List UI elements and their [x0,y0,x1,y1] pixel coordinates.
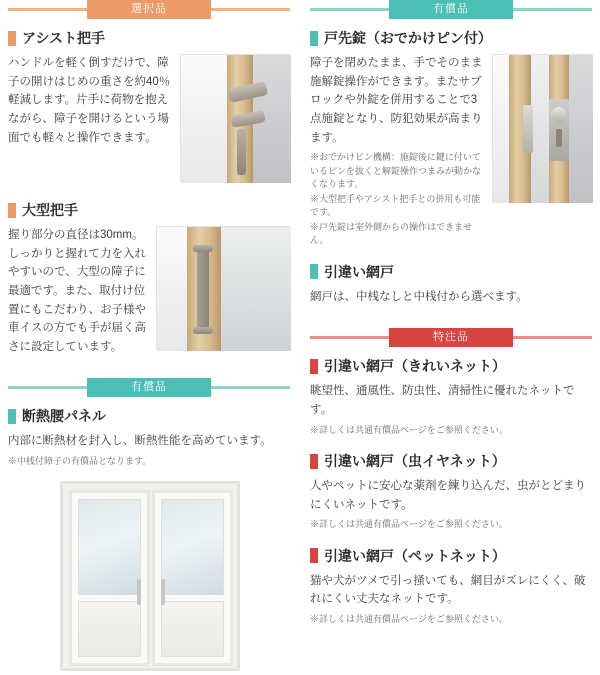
item-title-row [8,406,290,426]
door-panel [493,55,509,203]
item-title: 引違い網戸 [324,263,394,280]
insulation-panel-photo [40,477,259,675]
gap-panel [531,55,549,203]
item-screen-pet-net [310,546,592,627]
strike-plate [523,105,533,153]
door-panel [157,227,187,351]
handle-bottom-mount [193,327,213,334]
item-title: 戸先錠（おでかけピン付） [324,30,492,46]
square-marker-icon [8,409,16,424]
ribbon-label: 選択品 [87,0,211,19]
item-title-row [310,451,592,471]
photo-frame [156,226,290,350]
section-header-custom-order [310,328,592,347]
lock-thumbturn [551,107,567,123]
photo-frame [180,54,290,182]
door-edge-lock-photo [492,54,592,202]
item-note: ※戸先錠は室外側からの操作はできません。 [310,221,473,246]
item-body: 眺望性、通風性、防虫性、清掃性に優れたネットです。 [310,385,575,416]
item-body: 内部に断熱材を封入し、断熱性能を高めています。 [8,435,272,448]
right-column [300,0,600,624]
item-screen-kirei-net [310,356,592,437]
adjacent-panel [569,55,593,203]
item-title: 引違い網戸（虫イヤネット） [324,453,506,469]
item-title-row [8,28,290,48]
item-note: ※大型把手やアシスト把手との併用も可能です。 [310,193,481,218]
item-insulation-panel [8,406,290,674]
large-handle-photo [156,226,290,350]
item-body: 人やペットに安心な薬剤を練り込んだ、虫がとどまりにくいネットです。 [310,480,586,511]
item-screen-mushiiya-net [310,451,592,532]
large-handle-grip [197,247,209,333]
item-title-row [310,262,592,282]
ribbon-label: 有償品 [389,0,513,19]
item-title-row [8,200,290,220]
handle-grip [237,129,246,175]
item-door-edge-lock [310,28,592,248]
item-assist-handle [8,28,290,182]
square-marker-icon [8,31,16,46]
item-content [8,226,290,356]
section-header-selective [8,0,290,19]
section-header-paid-left [8,378,290,397]
item-text [8,54,172,147]
item-title: 大型把手 [22,202,78,218]
square-marker-icon [310,548,318,563]
left-column [0,0,300,600]
photo-frame [492,54,592,202]
item-note: ※詳しくは共通有償品ページをご参照ください。 [310,519,508,530]
square-marker-icon [310,264,318,279]
item-content [8,54,290,182]
square-marker-icon [310,359,318,374]
item-title: 引違い網戸（ペットネット） [324,547,506,564]
door-leaf-left [69,490,150,666]
handle-top-mount [193,245,213,252]
square-marker-icon [8,203,16,218]
item-body: 障子を閉めたまま、手でそのまま施解錠操作ができます。またサブロックや外錠を併用することで3点施錠となり、防犯効果が高まります。 [310,57,483,144]
item-title-row [310,356,592,376]
section-header-paid-right [310,0,592,19]
item-note: ※中桟付障子の有償品となります。 [8,456,152,466]
glass-pane [78,499,141,595]
insulated-lower-panel [78,601,141,657]
item-note: ※詳しくは共通有償品ページをご参照ください。 [310,424,508,435]
item-body: ハンドルを軽く倒すだけで、障子の開けはじめの重さを約40％軽減します。片手に荷物を抱えながら、障子を開けるという場面でも軽々と操作できます。 [8,57,171,144]
item-sliding-screen-door [310,262,592,307]
item-body: 猫や犬がツメで引っ掻いても、網目がズレにくく、破れにくい丈夫なネットです。 [310,574,586,606]
insulated-lower-panel [161,601,224,657]
item-title: 引違い網戸（きれいネット） [324,358,506,375]
item-text [310,54,484,248]
square-marker-icon [310,454,318,469]
item-content [310,54,592,248]
item-title-row [310,546,592,566]
item-body: 握り部分の直径は30mm。しっかりと握れて力を入れやすいので、大型の障子に最適です。また、取付け位置にもこだわり、お子様や車イスの方でも手が届く高さに設定しています。 [8,229,146,353]
assist-handle-photo [180,54,290,182]
leaf-handle [161,579,165,605]
door-frame [60,481,240,671]
door-panel [181,55,227,183]
glass-pane [161,499,224,595]
ribbon-label: 有償品 [87,378,211,397]
item-title-row [310,28,592,48]
item-title: アシスト把手 [22,30,106,46]
item-text [8,226,148,356]
square-marker-icon [310,31,318,46]
item-note: ※詳しくは共通有償品ページをご参照ください。 [310,614,508,624]
door-leaf-right [152,490,233,666]
odekake-pin-icon [556,129,562,147]
item-body: 網戸は、中桟なしと中桟付から選べます。 [310,290,528,303]
ribbon-label: 特注品 [389,328,513,347]
item-large-handle [8,200,290,356]
adjacent-panel [221,227,291,351]
item-note: ※おでかけピン機構：施錠後に鍵に付いているピンを抜くと解錠操作つまみが動かなくなります。 [310,152,482,190]
leaf-handle [137,579,141,605]
item-title: 断熱腰パネル [22,408,106,425]
